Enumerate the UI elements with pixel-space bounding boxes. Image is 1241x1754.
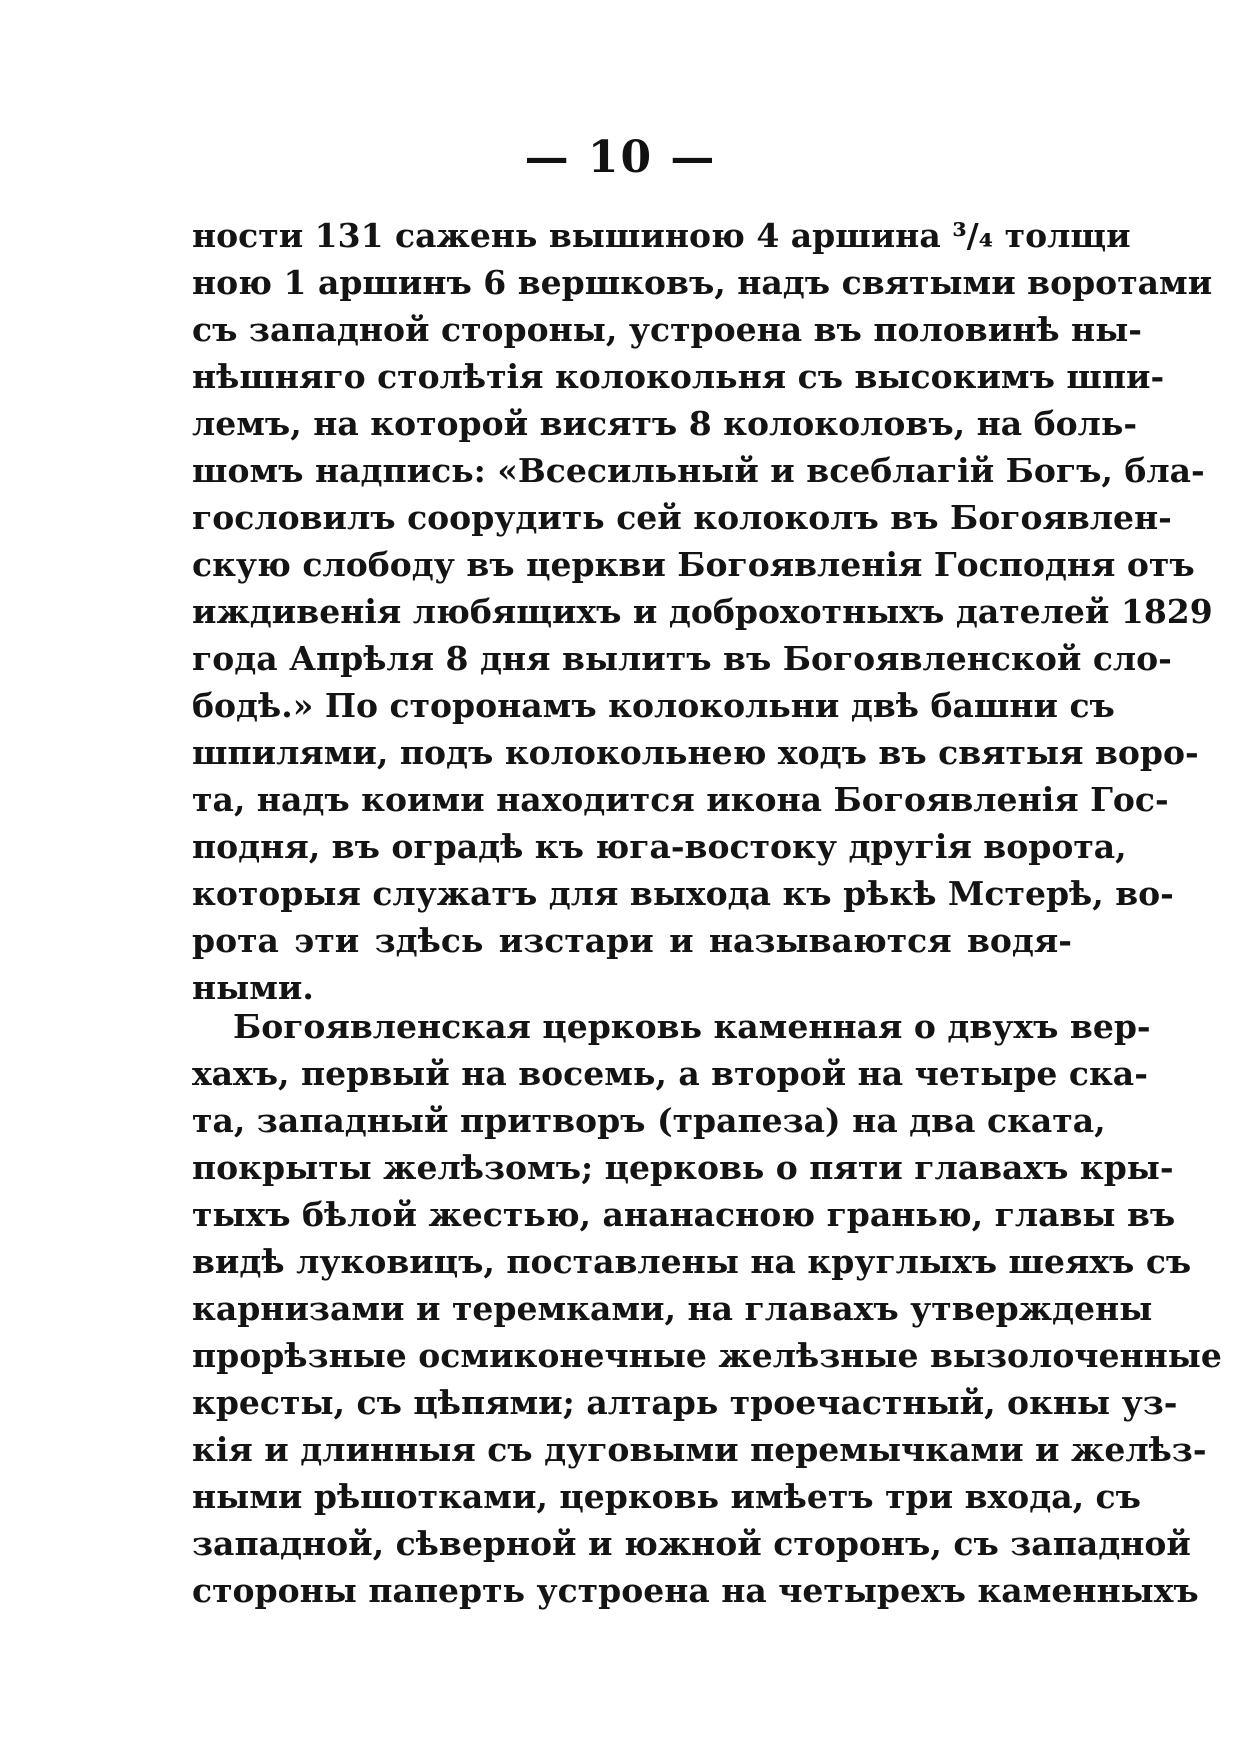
text-line: которыя служатъ для выхода къ рѣкѣ Мстерѣ, во- [192, 874, 1174, 913]
text-line: покрыты желѣзомъ; церковь о пяти главахъ кры- [192, 1148, 1174, 1187]
text-line: подня, въ оградѣ къ юга-востоку другія ворота, [192, 827, 1127, 866]
text-line: та, западный притворъ (трапеза) на два ската, [192, 1101, 1106, 1140]
text-line: лемъ, на которой висятъ 8 колоколовъ, на боль- [192, 404, 1138, 443]
text-line: кресты, съ цѣпями; алтарь троечастный, окны уз- [192, 1383, 1178, 1422]
text-line: ными. [192, 968, 314, 1007]
text-line: карнизами и теремками, на главахъ утверждены [192, 1289, 1153, 1328]
text-line: западной, сѣверной и южной сторонъ, съ западной [192, 1524, 1191, 1563]
text-line: шпилями, подъ колокольнею ходъ въ святыя воро- [192, 733, 1199, 772]
text-line: видѣ луковицъ, поставлены на круглыхъ шеяхъ съ [192, 1242, 1192, 1281]
text-line: скую слободу въ церкви Богоявленія Господня отъ [192, 545, 1195, 584]
text-line: та, надъ коими находится икона Богоявленія Гос- [192, 780, 1169, 819]
text-line: хахъ, первый на восемь, а второй на четыре ска- [192, 1054, 1148, 1093]
text-line: нѣшняго столѣтія колокольня съ высокимъ шпи- [192, 357, 1165, 396]
paragraph-2 [192, 1003, 1222, 1614]
paragraph-1 [192, 212, 1213, 1011]
text-line: иждивенія любящихъ и доброхотныхъ дателей 1829 [192, 592, 1213, 631]
text-line: бодѣ.» По сторонамъ колокольни двѣ башни съ [192, 686, 1115, 725]
text-line: прорѣзные осмиконечные желѣзные вызолоченные [192, 1336, 1222, 1375]
text-line: рота эти здѣсь изстари и называются водя- [192, 921, 1072, 960]
page-number: — 10 — [524, 132, 717, 183]
text-line: стороны паперть устроена на четырехъ каменныхъ [192, 1571, 1199, 1610]
text-line: шомъ надпись: «Всесильный и всеблагій Богъ, бла- [192, 451, 1205, 490]
text-line: гословилъ соорудить сей колоколъ въ Богоявлен- [192, 498, 1172, 537]
text-line: ности 131 сажень вышиною 4 аршина ³/₄ толщи [192, 216, 1131, 255]
text-line: ными рѣшотками, церковь имѣетъ три входа, съ [192, 1477, 1141, 1516]
text-line: съ западной стороны, устроена въ половинѣ ны- [192, 310, 1142, 349]
text-line: Богоявленская церковь каменная о двухъ вер- [233, 1007, 1151, 1046]
text-line: кія и длинныя съ дуговыми перемычками и желѣз- [192, 1430, 1207, 1469]
text-line: года Апрѣля 8 дня вылитъ въ Богоявленской сло- [192, 639, 1172, 678]
text-line: тыхъ бѣлой жестью, ананасною гранью, главы въ [192, 1195, 1176, 1234]
text-line: ною 1 аршинъ 6 вершковъ, надъ святыми воротами [192, 263, 1213, 302]
